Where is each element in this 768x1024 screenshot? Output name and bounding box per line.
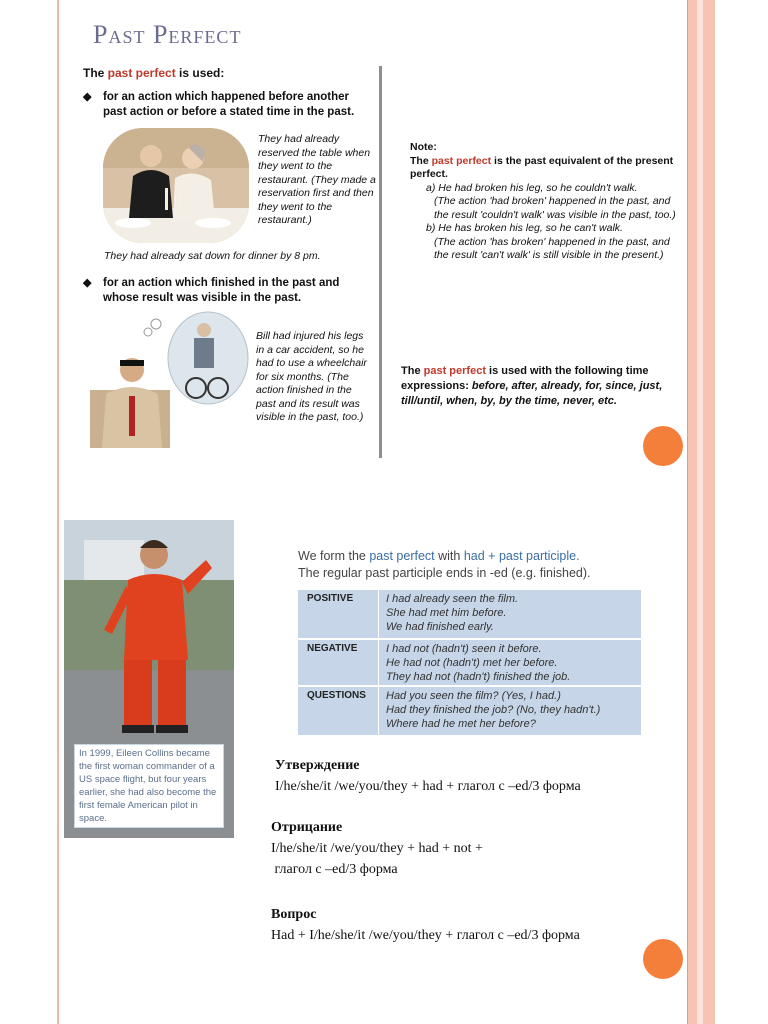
restaurant-couple-image (103, 128, 249, 243)
page-border-right-line (687, 0, 688, 1024)
example-line: He had not (hadn't) met her before. (386, 657, 558, 669)
time-expr-pre: The (401, 365, 424, 377)
note-label: Note: (410, 141, 437, 153)
row-cell-negative (386, 642, 636, 684)
row-cell-positive (386, 592, 636, 634)
formation-intro-term: past perfect (369, 549, 435, 563)
example-line: We had finished early. (386, 621, 494, 633)
usage-heading-post: is used: (175, 66, 225, 80)
orange-circle-decoration (643, 939, 683, 979)
usage-bullet-2 (83, 276, 373, 306)
formation-intro-pre: We form the (298, 549, 370, 563)
example-line: Where had he met her before? (386, 718, 536, 730)
time-expr-list: before, after, already, for, since, just, till/until, when, by, by the time, never, etc. (401, 380, 663, 407)
astronaut-caption: In 1999, Eileen Collins became the first woman commander of a US space flight, but four years earlier, she had also become the first female American pilot in space. (74, 744, 224, 828)
example-line: They had not (hadn't) finished the job. (386, 671, 571, 683)
table-row (298, 687, 641, 735)
note-example-a-explanation: (The action 'had broken' happened in the past, and the result 'couldn't walk' was visible in the past, too.) (434, 195, 676, 221)
negative-heading: Отрицание (271, 820, 343, 835)
bill-wheelchair-image (90, 310, 250, 448)
question-formula: Had + I/he/she/it /we/you/they + глагол с –ed/3 форма (271, 928, 580, 943)
formation-intro-formula: had + past participle. (463, 549, 580, 563)
diamond-bullet-icon: ◆ (83, 277, 92, 289)
restaurant-caption: They had already reserved the table when they went to the restaurant. (They made a reservation first and then they went to the restaurant.) (258, 133, 376, 226)
formation-intro-line2: The regular past participle ends in -ed (e.g. finished). (298, 566, 591, 580)
page-border-right-inner (697, 0, 703, 1024)
row-label-positive: POSITIVE (307, 593, 354, 604)
usage-heading-pre: The (83, 66, 108, 80)
sat-down-example: They had already sat down for dinner by 8 pm. (104, 250, 321, 262)
formation-intro (298, 548, 644, 582)
example-line: Had you seen the film? (Yes, I had.) (386, 690, 561, 702)
note-line-post: is the past equivalent of the present perfect. (410, 154, 674, 180)
example-line: Had they finished the job? (No, they hadn't.) (386, 704, 601, 716)
example-line: She had met him before. (386, 607, 507, 619)
orange-circle-decoration (643, 426, 683, 466)
time-expr-mid: is used with the following time expressions: (401, 365, 649, 392)
row-label-questions: QUESTIONS (307, 690, 366, 701)
negative-formula-line2: глагол с –ed/3 форма (271, 862, 398, 877)
note-line-pre: The (410, 154, 432, 167)
note-example-b-explanation: (The action 'has broken' happened in the past, and the result 'can't walk' is still visible in the present.) (434, 235, 670, 261)
diamond-bullet-icon: ◆ (83, 91, 92, 103)
note-example-b: b) He has broken his leg, so he can't walk. (426, 222, 623, 234)
note-block (410, 141, 686, 263)
usage-heading (83, 66, 224, 80)
note-example-a: a) He had broken his leg, so he couldn't walk. (426, 181, 638, 194)
formation-table (298, 590, 641, 735)
affirmative-formula: I/he/she/it /we/you/they + had + глагол с –ed/3 форма (275, 779, 581, 794)
usage-bullet-1 (83, 90, 373, 120)
page-border-left (57, 0, 59, 1024)
example-line: I had already seen the film. (386, 593, 519, 605)
section-divider (379, 66, 382, 458)
time-expressions (401, 364, 691, 409)
affirmative-heading: Утверждение (275, 758, 360, 773)
example-line: I had not (hadn't) seen it before. (386, 643, 542, 655)
usage-heading-term: past perfect (107, 66, 176, 80)
usage-bullet-2-text: for an action which finished in the past and whose result was visible in the past. (103, 277, 340, 304)
table-row (298, 640, 641, 685)
usage-bullet-1-text: for an action which happened before another past action or before a stated time in the past. (103, 91, 355, 118)
formation-intro-mid: with (434, 549, 464, 563)
question-heading: Вопрос (271, 907, 317, 922)
row-cell-questions (386, 689, 636, 731)
note-term: past perfect (431, 154, 492, 167)
page-title: Past Perfect (93, 20, 242, 49)
negative-formula-line1: I/he/she/it /we/you/they + had + not + (271, 841, 483, 856)
bill-caption: Bill had injured his legs in a car accident, so he had to use a wheelchair for six months. (The action finished in the past and its result was visible in the past, too.) (256, 330, 367, 423)
time-expr-term: past perfect (423, 365, 486, 377)
table-row (298, 590, 641, 638)
row-label-negative: NEGATIVE (307, 643, 358, 654)
